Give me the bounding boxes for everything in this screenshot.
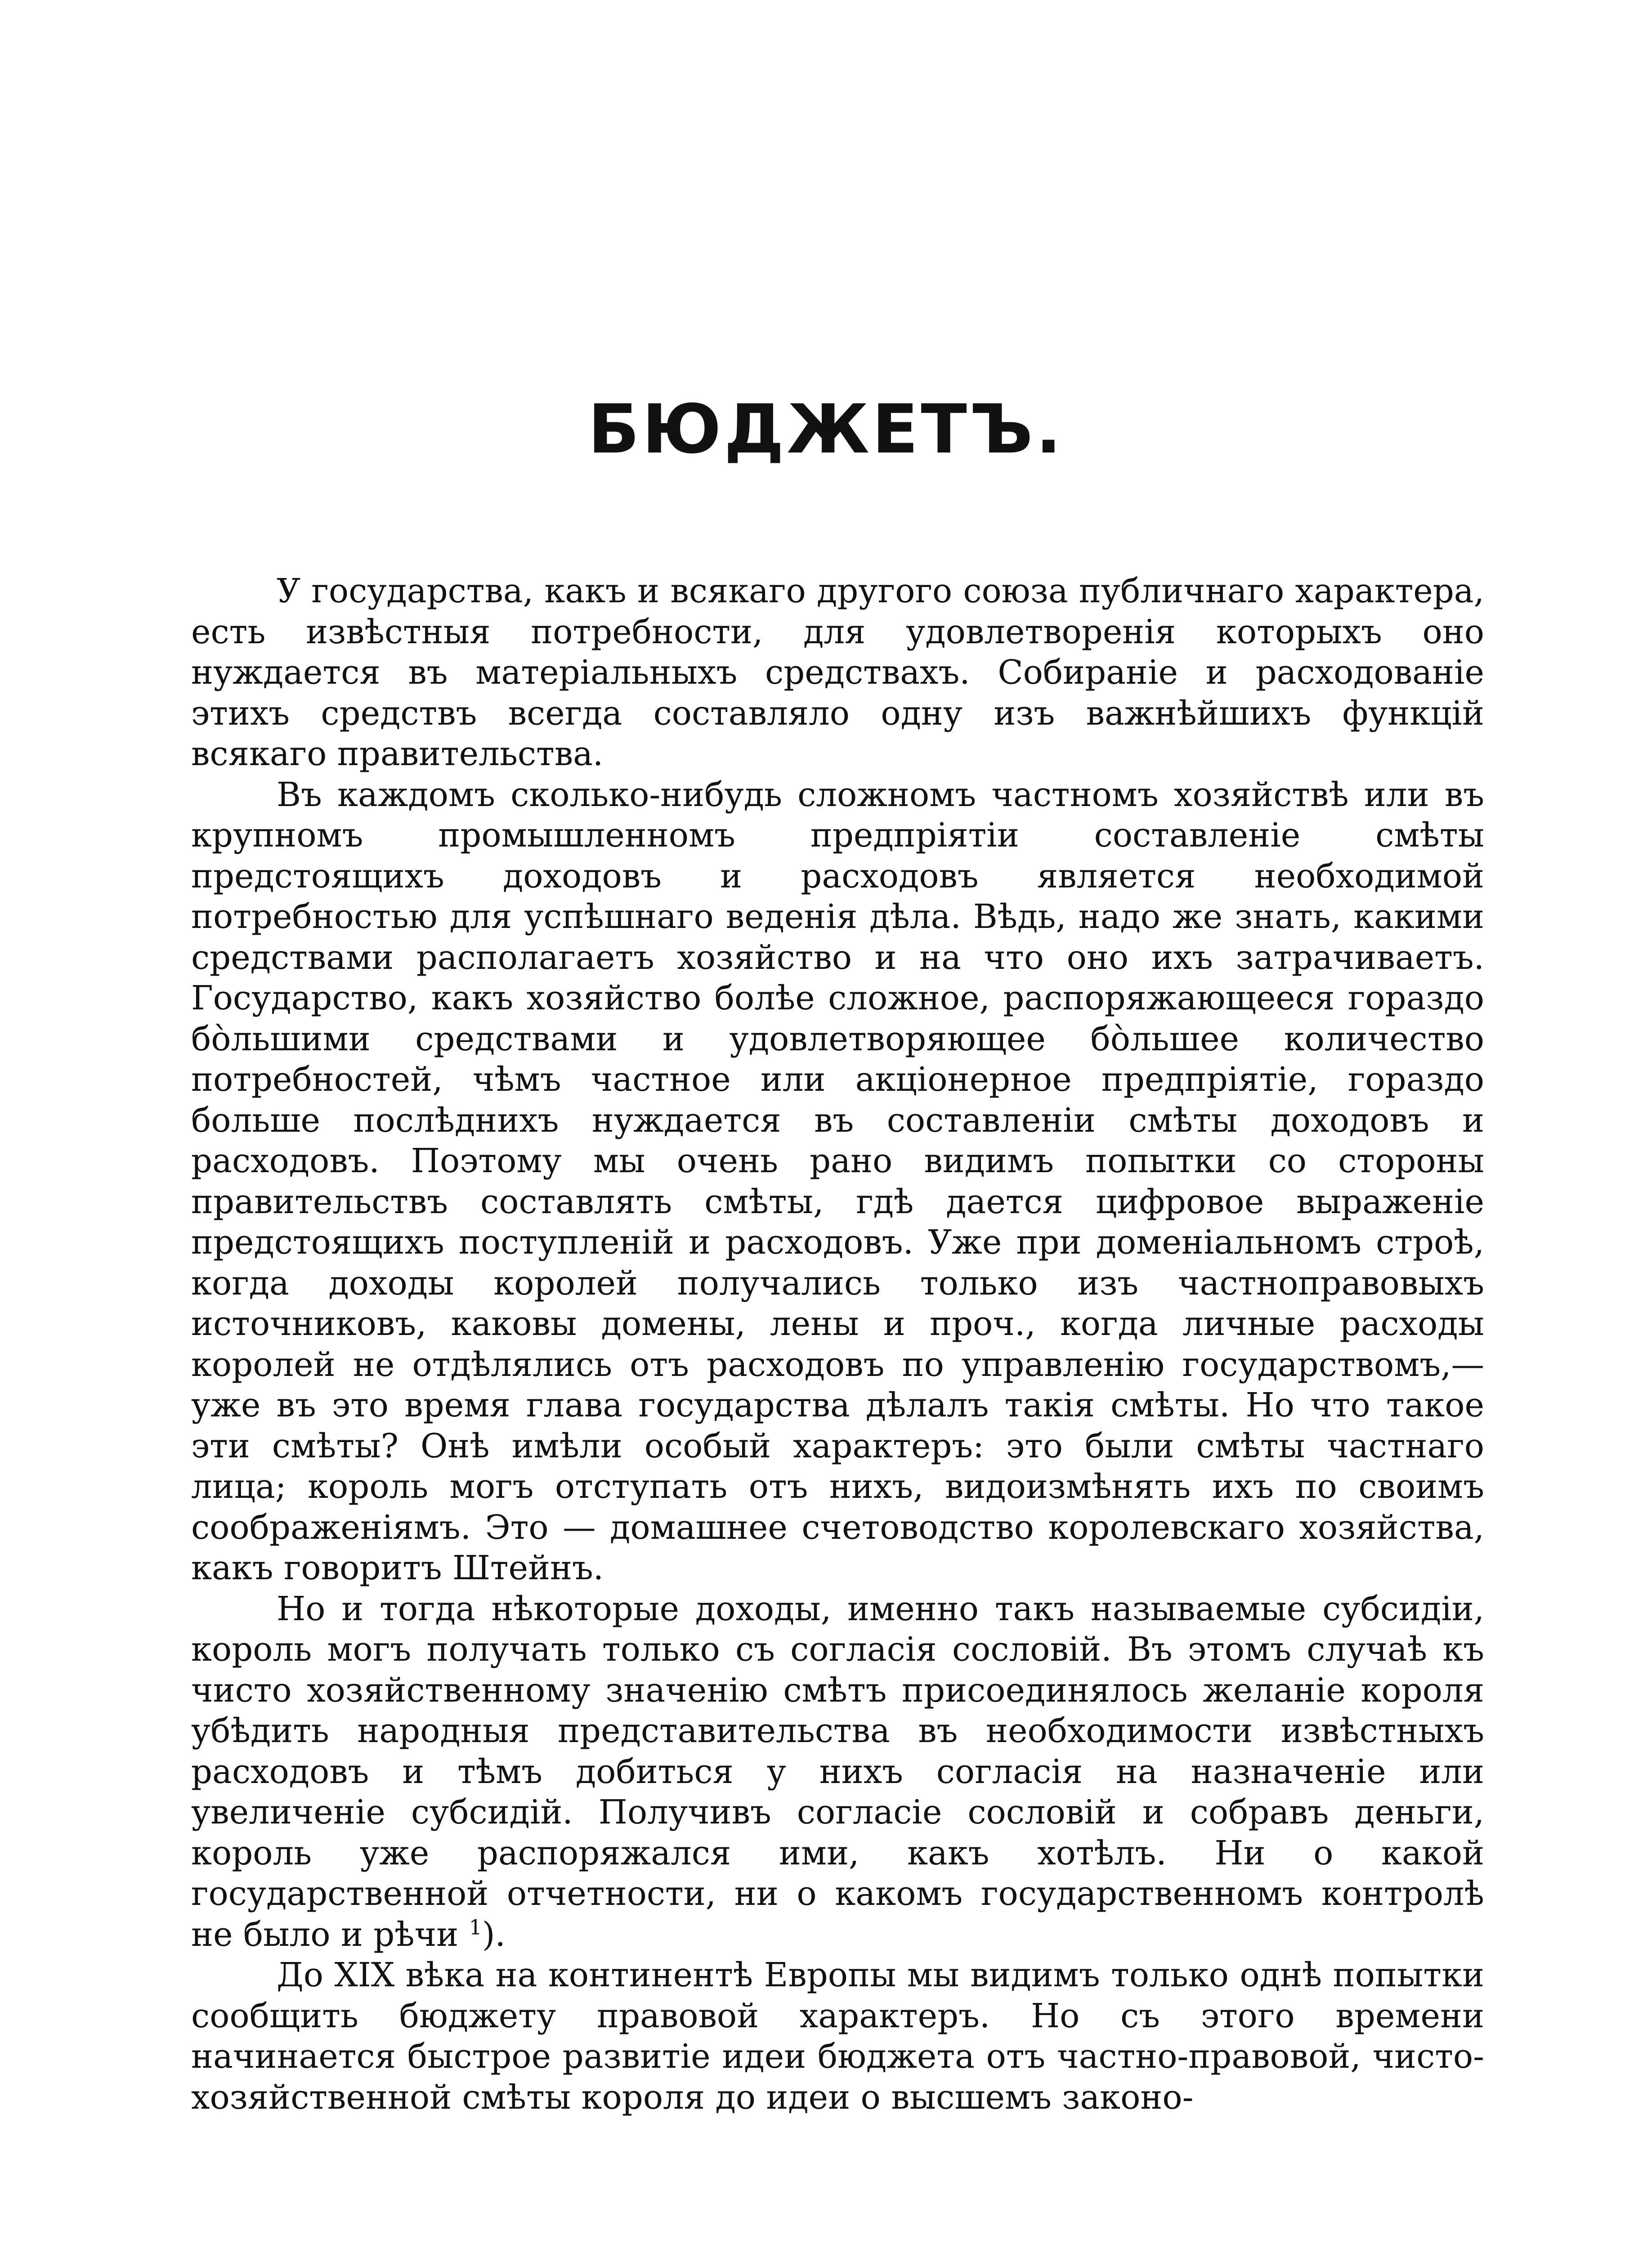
paragraph-3-tail: ).: [482, 1915, 506, 1954]
paragraph-2-text: Въ каждомъ сколько-нибудь сложномъ частномъ хозяйствѣ или въ крупномъ промышленномъ предпріятіи составленіе смѣты предстоящихъ доходовъ и расходовъ является необходимой потребностью для успѣшнаго веденія дѣла. Вѣдь, надо же знать, какими средствами располагаетъ хозяйство и на что оно ихъ затрачиваетъ. Государство, какъ хозяйство болѣе сложное, распоряжающееся гораздо бо̀льшими средствами и удовлетворяющее бо̀льшее количество потребностей, чѣмъ частное или акціонерное предпріятіе, гораздо больше послѣднихъ нуждается въ составленіи смѣты доходовъ и расходовъ. Поэтому мы очень рано видимъ попытки со стороны правительствъ составлять смѣты, гдѣ дается цифровое выраженіе предстоящихъ поступленій и расходовъ. Уже при доменіальномъ строѣ, когда доходы королей получались только изъ частноправовыхъ источниковъ, каковы домены, лены и проч., когда личные расходы королей не отдѣлялись отъ расходовъ по управленію государствомъ,—уже въ это время глава государства дѣлалъ такія смѣты. Но что такое эти смѣты? Онѣ имѣли особый характеръ: это были смѣты частнаго лица; король могъ отступать отъ нихъ, видоизмѣнять ихъ по своимъ соображеніямъ. Это — домашнее счетоводство королевскаго хозяйства, какъ говоритъ Штейнъ.: [191, 775, 1484, 1587]
body-text: [191, 571, 1484, 2118]
paragraph-1: [191, 571, 1484, 775]
paragraph-1-text: У государства, какъ и всякаго другого союза публичнаго характера, есть извѣстныя потребности, для удовлетворенія которыхъ оно нуждается въ матеріальныхъ средствахъ. Собираніе и расходованіе этихъ средствъ всегда составляло одну изъ важнѣйшихъ функцій всякаго правительства.: [191, 572, 1484, 773]
footnote-reference[interactable]: 1: [469, 1915, 482, 1939]
paragraph-3: [191, 1589, 1484, 1956]
paragraph-4: [191, 1955, 1484, 2118]
paragraph-2: [191, 775, 1484, 1589]
paragraph-4-text: До XIX вѣка на континентѣ Европы мы видимъ только однѣ попытки сообщить бюджету правовой характеръ. Но съ этого времени начинается быстрое развитіе идеи бюджета отъ частно-правовой, чисто-хозяйственной смѣты короля до идеи о высшемъ законо-: [191, 1956, 1484, 2117]
paragraph-3-text: Но и тогда нѣкоторые доходы, именно такъ называемые субсидіи, король могъ получать только съ согласія сословій. Въ этомъ случаѣ къ чисто хозяйственному значенію смѣтъ присоединялось желаніе короля убѣдить народныя представительства въ необходимости извѣстныхъ расходовъ и тѣмъ добиться у нихъ согласія на назначеніе или увеличеніе субсидій. Получивъ согласіе сословій и собравъ деньги, король уже распоряжался ими, какъ хотѣлъ. Ни о какой государственной отчетности, ни о какомъ государственномъ контролѣ не было и рѣчи: [191, 1590, 1484, 1954]
page-title: БЮДЖЕТЪ.: [588, 390, 1064, 469]
